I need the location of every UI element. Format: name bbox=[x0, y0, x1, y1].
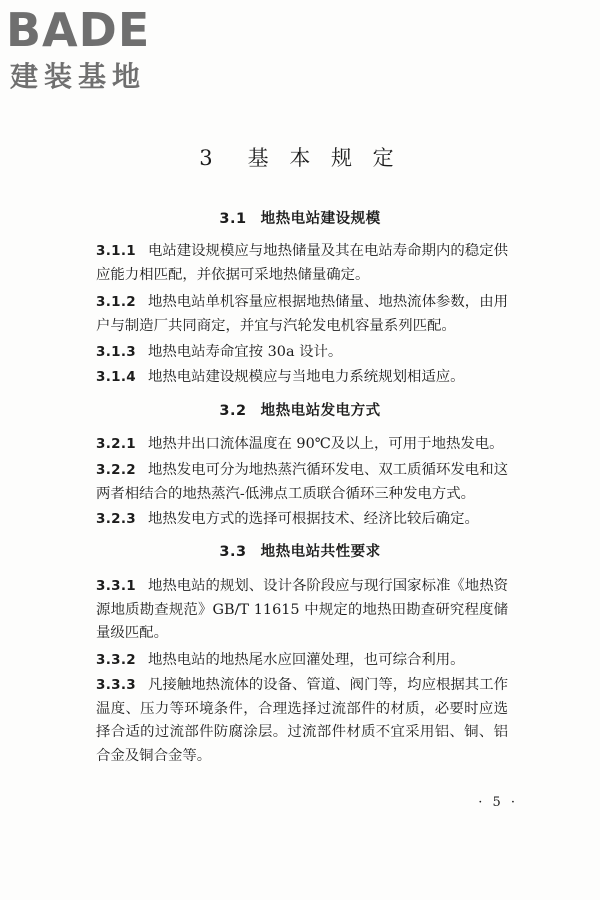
clause-text: 地热发电方式的选择可根据技术、经济比较后确定。 bbox=[147, 511, 479, 527]
clause-number: 3.1.3 bbox=[96, 344, 136, 360]
clause-text: 地热电站单机容量应根据地热储量、地热流体参数，由用户与制造厂共同商定，并宜与汽轮发电机容量系列匹配。 bbox=[96, 294, 508, 334]
clause bbox=[96, 674, 508, 768]
clause bbox=[96, 649, 508, 673]
brand-logo bbox=[6, 4, 176, 100]
clause-number: 3.3.3 bbox=[96, 677, 136, 693]
clause bbox=[96, 575, 508, 646]
clause-text: 地热电站寿命宜按 30a 设计。 bbox=[147, 344, 343, 360]
clause-text: 电站建设规模应与地热储量及其在电站寿命期内的稳定供应能力相匹配，并依据可采地热储量确定。 bbox=[96, 243, 508, 283]
clause-text: 地热电站的规划、设计各阶段应与现行国家标准《地热资源地质勘查规范》GB/T 11615 中规定的地热田勘查研究程度储量级匹配。 bbox=[96, 578, 508, 641]
clause-number: 3.3.2 bbox=[96, 652, 136, 668]
section-number: 3.2 bbox=[219, 403, 247, 419]
clause-number: 3.1.2 bbox=[96, 294, 136, 310]
clause bbox=[96, 366, 508, 390]
clause-text: 地热井出口流体温度在 90℃及以上，可用于地热发电。 bbox=[147, 436, 504, 452]
chapter-title: 3 基 本 规 定 bbox=[199, 146, 401, 170]
clause-number: 3.2.1 bbox=[96, 436, 136, 452]
section-title-text: 地热电站建设规模 bbox=[260, 211, 381, 227]
clause-number: 3.2.3 bbox=[96, 511, 136, 527]
clause bbox=[96, 508, 508, 532]
clause bbox=[96, 459, 508, 506]
logo-subtitle: 建装基地 bbox=[10, 60, 147, 93]
clause-number: 3.1.1 bbox=[96, 243, 136, 259]
clause-text: 凡接触地热流体的设备、管道、阀门等，均应根据其工作温度、压力等环境条件，合理选择过流部件的材质，必要时应选择合适的过流部件防腐涂层。过流部件材质不宜采用铝、铜、铝合金及铜合金等。 bbox=[96, 677, 508, 764]
section-title-text: 地热电站共性要求 bbox=[260, 544, 381, 560]
clause-number: 3.3.1 bbox=[96, 578, 136, 594]
clause-number: 3.2.2 bbox=[96, 462, 136, 478]
section-title-text: 地热电站发电方式 bbox=[260, 403, 381, 419]
clause-text: 地热电站的地热尾水应回灌处理，也可综合利用。 bbox=[147, 652, 465, 668]
section-number: 3.1 bbox=[219, 211, 247, 227]
clause bbox=[96, 291, 508, 338]
logo-brand-text: BADE bbox=[6, 3, 151, 57]
section-heading bbox=[0, 541, 600, 563]
clause bbox=[96, 341, 508, 365]
section-heading bbox=[0, 208, 600, 230]
clause-text: 地热发电可分为地热蒸汽循环发电、双工质循环发电和这两者相结合的地热蒸汽-低沸点工质联合循环三种发电方式。 bbox=[96, 462, 508, 502]
clause bbox=[96, 433, 508, 457]
clause-number: 3.1.4 bbox=[96, 369, 136, 385]
clause bbox=[96, 240, 508, 287]
page-number: · 5 · bbox=[478, 795, 518, 810]
section-number: 3.3 bbox=[219, 544, 247, 560]
clause-text: 地热电站建设规模应与当地电力系统规划相适应。 bbox=[147, 369, 465, 385]
section-heading bbox=[0, 400, 600, 422]
